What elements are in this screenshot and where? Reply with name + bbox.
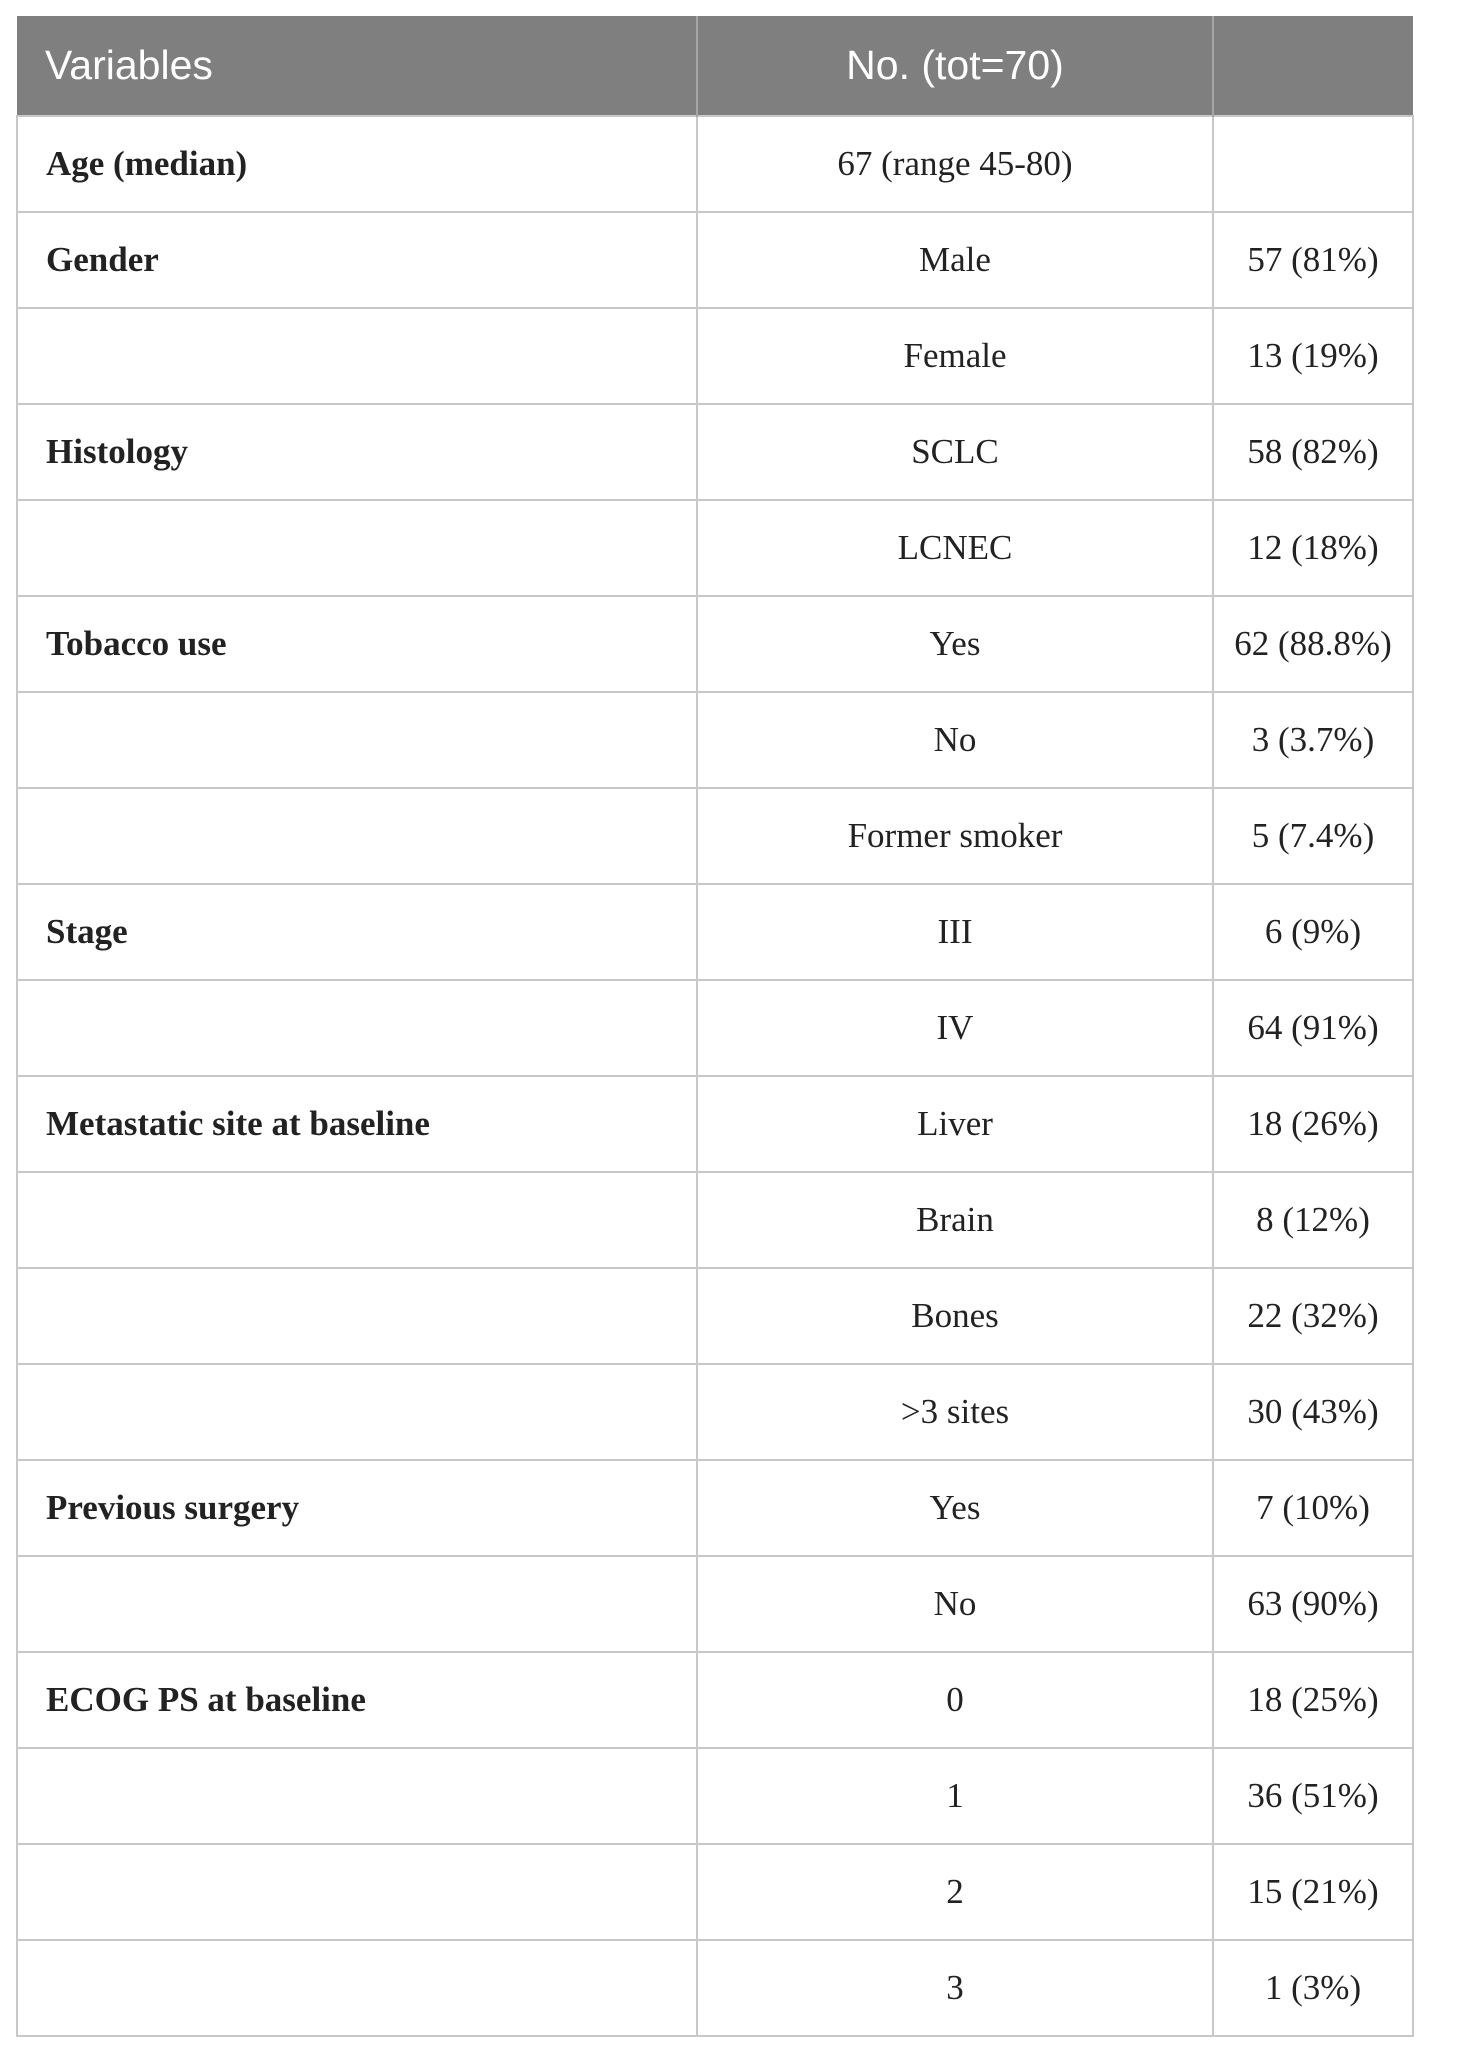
cell-value: 7 (10%) (1213, 1460, 1413, 1556)
cell-category: No (697, 692, 1213, 788)
cell-value (1213, 116, 1413, 212)
cell-category: Former smoker (697, 788, 1213, 884)
patient-characteristics-table (16, 16, 1414, 2037)
cell-category: >3 sites (697, 1364, 1213, 1460)
cell-variable: Previous surgery (17, 1460, 697, 1556)
cell-variable (17, 1844, 697, 1940)
table-row (17, 116, 1413, 212)
cell-value: 5 (7.4%) (1213, 788, 1413, 884)
cell-value: 64 (91%) (1213, 980, 1413, 1076)
cell-value: 22 (32%) (1213, 1268, 1413, 1364)
cell-variable (17, 788, 697, 884)
header-number: No. (tot=70) (697, 16, 1213, 116)
table-row (17, 1460, 1413, 1556)
cell-variable: Metastatic site at baseline (17, 1076, 697, 1172)
cell-category: III (697, 884, 1213, 980)
cell-value: 57 (81%) (1213, 212, 1413, 308)
cell-category: 0 (697, 1652, 1213, 1748)
cell-category: IV (697, 980, 1213, 1076)
cell-variable (17, 1364, 697, 1460)
cell-value: 3 (3.7%) (1213, 692, 1413, 788)
cell-category: LCNEC (697, 500, 1213, 596)
table-row (17, 1172, 1413, 1268)
cell-category: No (697, 1556, 1213, 1652)
table-row (17, 1076, 1413, 1172)
cell-value: 18 (25%) (1213, 1652, 1413, 1748)
cell-value: 8 (12%) (1213, 1172, 1413, 1268)
header-variables: Variables (17, 16, 697, 116)
table-row (17, 1940, 1413, 2036)
cell-category: SCLC (697, 404, 1213, 500)
cell-category: 67 (range 45-80) (697, 116, 1213, 212)
table-row (17, 500, 1413, 596)
table-row (17, 1364, 1413, 1460)
cell-variable (17, 980, 697, 1076)
cell-value: 18 (26%) (1213, 1076, 1413, 1172)
cell-variable (17, 500, 697, 596)
table-row (17, 884, 1413, 980)
cell-value: 15 (21%) (1213, 1844, 1413, 1940)
cell-category: 1 (697, 1748, 1213, 1844)
cell-category: Yes (697, 596, 1213, 692)
table-row (17, 308, 1413, 404)
table-row (17, 1268, 1413, 1364)
cell-category: Bones (697, 1268, 1213, 1364)
table-row (17, 1844, 1413, 1940)
table-row (17, 404, 1413, 500)
table-row (17, 212, 1413, 308)
header-value (1213, 16, 1413, 116)
cell-variable (17, 692, 697, 788)
table-row (17, 1556, 1413, 1652)
cell-category: Brain (697, 1172, 1213, 1268)
cell-variable (17, 1940, 697, 2036)
cell-value: 12 (18%) (1213, 500, 1413, 596)
table-body (17, 116, 1413, 2036)
cell-value: 1 (3%) (1213, 1940, 1413, 2036)
cell-category: Female (697, 308, 1213, 404)
cell-category: Liver (697, 1076, 1213, 1172)
cell-value: 6 (9%) (1213, 884, 1413, 980)
table-row (17, 1748, 1413, 1844)
cell-variable: Tobacco use (17, 596, 697, 692)
header-row (17, 16, 1413, 116)
cell-value: 30 (43%) (1213, 1364, 1413, 1460)
table-row (17, 980, 1413, 1076)
cell-value: 13 (19%) (1213, 308, 1413, 404)
patient-characteristics-table-container (16, 16, 1412, 2037)
cell-category: Male (697, 212, 1213, 308)
cell-variable: Stage (17, 884, 697, 980)
cell-value: 36 (51%) (1213, 1748, 1413, 1844)
table-row (17, 1652, 1413, 1748)
table-header (17, 16, 1413, 116)
cell-category: 3 (697, 1940, 1213, 2036)
cell-variable (17, 1172, 697, 1268)
cell-variable (17, 308, 697, 404)
cell-variable: Age (median) (17, 116, 697, 212)
cell-variable: Gender (17, 212, 697, 308)
cell-variable (17, 1748, 697, 1844)
cell-variable: Histology (17, 404, 697, 500)
table-row (17, 596, 1413, 692)
cell-variable (17, 1268, 697, 1364)
table-row (17, 788, 1413, 884)
table-row (17, 692, 1413, 788)
cell-variable: ECOG PS at baseline (17, 1652, 697, 1748)
cell-category: Yes (697, 1460, 1213, 1556)
cell-value: 62 (88.8%) (1213, 596, 1413, 692)
cell-variable (17, 1556, 697, 1652)
cell-value: 58 (82%) (1213, 404, 1413, 500)
cell-value: 63 (90%) (1213, 1556, 1413, 1652)
cell-category: 2 (697, 1844, 1213, 1940)
